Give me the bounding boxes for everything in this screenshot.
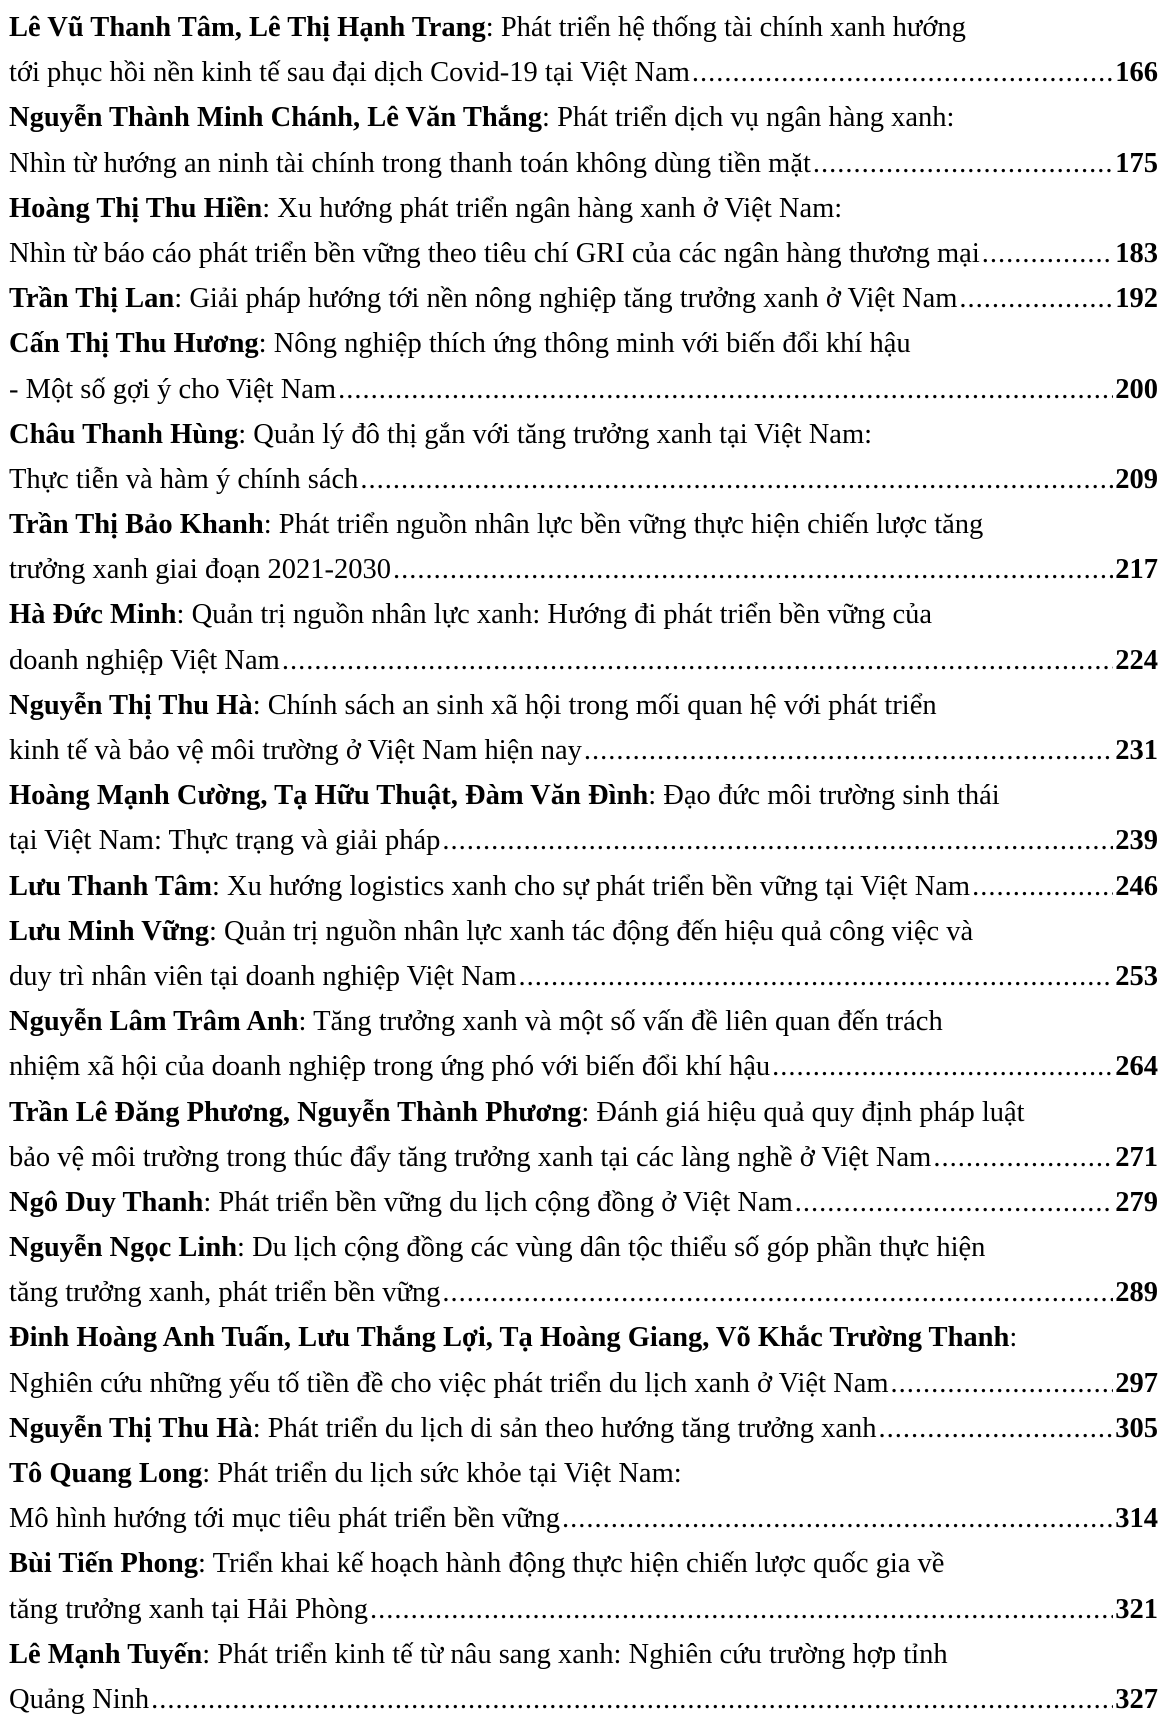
toc-page-number: 297 — [1115, 1367, 1158, 1399]
dot-leader — [879, 1406, 1114, 1451]
toc-page-number: 279 — [1115, 1186, 1158, 1218]
toc-title: : Phát triển dịch vụ ngân hàng xanh: — [542, 102, 955, 134]
toc-authors: Lưu Minh Vững — [9, 915, 210, 947]
toc-title: : Đạo đức môi trường sinh thái — [648, 780, 1000, 812]
toc-entry-line[interactable] — [9, 1541, 1158, 1586]
toc-authors: Nguyễn Lâm Trâm Anh — [9, 1006, 299, 1038]
toc-title: : Quản trị nguồn nhân lực xanh tác động đến hiệu quả công việc và — [209, 915, 974, 947]
toc-entry-line[interactable] — [9, 50, 1158, 95]
toc-page-number: 209 — [1115, 463, 1158, 495]
toc-authors: Bùi Tiến Phong — [9, 1548, 199, 1580]
toc-entry-line[interactable] — [9, 728, 1158, 773]
toc-title: : Nông nghiệp thích ứng thông minh với biến đổi khí hậu — [258, 328, 911, 360]
toc-title: : Chính sách an sinh xã hội trong mối quan hệ với phát triển — [252, 689, 937, 721]
toc-entry-line[interactable] — [9, 818, 1158, 863]
toc-title: duy trì nhân viên tại doanh nghiệp Việt Nam — [9, 960, 517, 992]
toc-authors: Hoàng Thị Thu Hiền — [9, 192, 263, 224]
toc-title: : Phát triển nguồn nhân lực bền vững thực hiện chiến lược tăng — [263, 509, 984, 541]
toc-entry-line[interactable] — [9, 186, 1158, 231]
toc-page-number: 327 — [1115, 1683, 1158, 1715]
toc-title: : — [1009, 1322, 1018, 1354]
toc-title: Thực tiễn và hàm ý chính sách — [9, 463, 359, 495]
dot-leader — [151, 1677, 1113, 1722]
toc-title: nhiệm xã hội của doanh nghiệp trong ứng phó với biến đổi khí hậu — [9, 1051, 771, 1083]
toc-title: doanh nghiệp Việt Nam — [9, 644, 280, 676]
toc-entry-line[interactable] — [9, 1270, 1158, 1315]
toc-page-number: 200 — [1115, 373, 1158, 405]
toc-authors: Châu Thanh Hùng — [9, 418, 239, 450]
toc-page-number: 217 — [1115, 554, 1158, 586]
toc-entry-line[interactable] — [9, 1451, 1158, 1496]
toc-title: : Phát triển bền vững du lịch cộng đồng ở Việt Nam — [203, 1186, 793, 1218]
toc-page-number: 246 — [1115, 870, 1158, 902]
toc-entry-line[interactable] — [9, 999, 1158, 1044]
toc-entry-line[interactable] — [9, 1180, 1158, 1225]
table-of-contents — [9, 5, 1158, 1722]
toc-entry-line[interactable] — [9, 1090, 1158, 1135]
toc-page-number: 253 — [1115, 960, 1158, 992]
toc-title: tăng trưởng xanh, phát triển bền vững — [9, 1277, 441, 1309]
toc-title: : Tăng trưởng xanh và một số vấn đề liên quan đến trách — [298, 1006, 943, 1038]
dot-leader — [519, 954, 1114, 999]
toc-title: Quảng Ninh — [9, 1683, 150, 1715]
toc-entry-line[interactable] — [9, 592, 1158, 637]
dot-leader — [584, 728, 1113, 773]
toc-entry-line[interactable] — [9, 1677, 1158, 1722]
toc-authors: Hoàng Mạnh Cường, Tạ Hữu Thuật, Đàm Văn Đình — [9, 780, 649, 812]
toc-authors: Hà Đức Minh — [9, 599, 177, 631]
dot-leader — [891, 1361, 1114, 1406]
toc-page-number: 264 — [1115, 1051, 1158, 1083]
toc-title: tới phục hồi nền kinh tế sau đại dịch Covid-19 tại Việt Nam — [9, 57, 690, 89]
toc-page-number: 239 — [1115, 825, 1158, 857]
toc-entry-line[interactable] — [9, 683, 1158, 728]
toc-authors: Trần Lê Đăng Phương, Nguyễn Thành Phương — [9, 1096, 582, 1128]
toc-title: tại Việt Nam: Thực trạng và giải pháp — [9, 825, 441, 857]
toc-title: : Phát triển kinh tế từ nâu sang xanh: Nghiên cứu trường hợp tỉnh — [202, 1638, 948, 1670]
toc-authors: Trần Thị Lan — [9, 283, 175, 315]
toc-title: Nhìn từ hướng an ninh tài chính trong thanh toán không dùng tiền mặt — [9, 147, 811, 179]
toc-entry-line[interactable] — [9, 909, 1158, 954]
toc-authors: Trần Thị Bảo Khanh — [9, 509, 264, 541]
dot-leader — [813, 141, 1113, 186]
toc-title: - Một số gợi ý cho Việt Nam — [9, 373, 337, 405]
toc-page-number: 183 — [1115, 237, 1158, 269]
toc-entry-line[interactable] — [9, 5, 1158, 50]
toc-entry-line[interactable] — [9, 864, 1158, 909]
dot-leader — [442, 818, 1113, 863]
toc-title: Nghiên cứu những yếu tố tiền đề cho việc phát triển du lịch xanh ở Việt Nam — [9, 1367, 889, 1399]
toc-page-number: 305 — [1115, 1412, 1158, 1444]
toc-entry-line[interactable] — [9, 954, 1158, 999]
toc-entry-line[interactable] — [9, 1406, 1158, 1451]
toc-entry-line[interactable] — [9, 502, 1158, 547]
toc-authors: Ngô Duy Thanh — [9, 1186, 204, 1218]
toc-entry-line[interactable] — [9, 1632, 1158, 1677]
toc-title: : Phát triển du lịch sức khỏe tại Việt Nam: — [202, 1458, 682, 1489]
dot-leader — [772, 1044, 1113, 1089]
toc-entry-line[interactable] — [9, 1315, 1158, 1360]
dot-leader — [282, 638, 1113, 683]
toc-entry-line[interactable] — [9, 1361, 1158, 1406]
toc-page-number: 166 — [1115, 57, 1158, 89]
toc-page-number: 271 — [1115, 1141, 1158, 1173]
toc-title: tăng trưởng xanh tại Hải Phòng — [9, 1593, 369, 1625]
toc-title: : Giải pháp hướng tới nền nông nghiệp tăng trưởng xanh ở Việt Nam — [174, 283, 958, 315]
toc-authors: Cấn Thị Thu Hương — [9, 328, 259, 360]
toc-title: Mô hình hướng tới mục tiêu phát triển bền vững — [9, 1503, 561, 1535]
toc-title: : Quản lý đô thị gắn với tăng trưởng xanh tại Việt Nam: — [238, 418, 873, 450]
dot-leader — [338, 367, 1113, 412]
dot-leader — [982, 231, 1113, 276]
dot-leader — [692, 50, 1113, 95]
toc-entry-line[interactable] — [9, 367, 1158, 412]
toc-page-number: 321 — [1115, 1593, 1158, 1625]
toc-title: : Phát triển du lịch di sản theo hướng tăng trưởng xanh — [252, 1412, 877, 1444]
toc-page-number: 224 — [1115, 644, 1158, 676]
toc-entry-line[interactable] — [9, 773, 1158, 818]
toc-page-number: 314 — [1115, 1503, 1158, 1535]
toc-entry-line[interactable] — [9, 321, 1158, 366]
dot-leader — [795, 1180, 1113, 1225]
toc-entry-line[interactable] — [9, 1587, 1158, 1632]
dot-leader — [959, 276, 1113, 321]
toc-title: : Triển khai kế hoạch hành động thực hiện chiến lược quốc gia về — [198, 1548, 945, 1580]
toc-authors: Lê Mạnh Tuyến — [9, 1638, 203, 1670]
dot-leader — [393, 547, 1113, 592]
toc-page-number: 192 — [1115, 283, 1158, 315]
toc-entry-line[interactable] — [9, 95, 1158, 140]
toc-title: : Du lịch cộng đồng các vùng dân tộc thiểu số góp phần thực hiện — [237, 1232, 986, 1264]
toc-entry-line[interactable] — [9, 638, 1158, 683]
dot-leader — [562, 1496, 1113, 1541]
toc-title: : Quản trị nguồn nhân lực xanh: Hướng đi phát triển bền vững của — [176, 599, 933, 631]
toc-page-number: 175 — [1115, 147, 1158, 179]
toc-entry-line[interactable] — [9, 547, 1158, 592]
toc-title: Nhìn từ báo cáo phát triển bền vững theo tiêu chí GRI của các ngân hàng thương mại — [9, 237, 980, 269]
toc-authors: Tô Quang Long — [9, 1458, 203, 1489]
toc-title: : Đánh giá hiệu quả quy định pháp luật — [581, 1096, 1025, 1128]
toc-entry-line[interactable] — [9, 1044, 1158, 1089]
toc-entry-line[interactable] — [9, 1225, 1158, 1270]
toc-entry-line[interactable] — [9, 231, 1158, 276]
toc-authors: Nguyễn Thị Thu Hà — [9, 689, 253, 721]
toc-entry-line[interactable] — [9, 457, 1158, 502]
dot-leader — [972, 864, 1113, 909]
toc-title: bảo vệ môi trường trong thúc đẩy tăng trưởng xanh tại các làng nghề ở Việt Nam — [9, 1141, 932, 1173]
toc-title: trưởng xanh giai đoạn 2021-2030 — [9, 554, 391, 586]
toc-title: : Phát triển hệ thống tài chính xanh hướng — [485, 12, 966, 43]
dot-leader — [933, 1135, 1113, 1180]
dot-leader — [360, 457, 1113, 502]
toc-entry-line[interactable] — [9, 141, 1158, 186]
toc-authors: Đinh Hoàng Anh Tuấn, Lưu Thắng Lợi, Tạ Hoàng Giang, Võ Khắc Trường Thanh — [9, 1322, 1010, 1354]
toc-authors: Nguyễn Thị Thu Hà — [9, 1412, 253, 1444]
toc-page-number: 289 — [1115, 1277, 1158, 1309]
toc-authors: Nguyễn Thành Minh Chánh, Lê Văn Thắng — [9, 102, 543, 134]
toc-entry-line[interactable] — [9, 1496, 1158, 1541]
dot-leader — [442, 1270, 1113, 1315]
toc-authors: Lưu Thanh Tâm — [9, 870, 212, 902]
toc-authors: Lê Vũ Thanh Tâm, Lê Thị Hạnh Trang — [9, 12, 486, 43]
dot-leader — [370, 1587, 1113, 1632]
toc-title: : Xu hướng logistics xanh cho sự phát triển bền vững tại Việt Nam — [212, 870, 971, 902]
toc-entry-line[interactable] — [9, 276, 1158, 321]
toc-title: : Xu hướng phát triển ngân hàng xanh ở Việt Nam: — [262, 192, 843, 224]
toc-entry-line[interactable] — [9, 412, 1158, 457]
toc-authors: Nguyễn Ngọc Linh — [9, 1232, 238, 1264]
toc-page-number: 231 — [1115, 735, 1158, 766]
toc-entry-line[interactable] — [9, 1135, 1158, 1180]
toc-title: kinh tế và bảo vệ môi trường ở Việt Nam hiện nay — [9, 735, 582, 766]
